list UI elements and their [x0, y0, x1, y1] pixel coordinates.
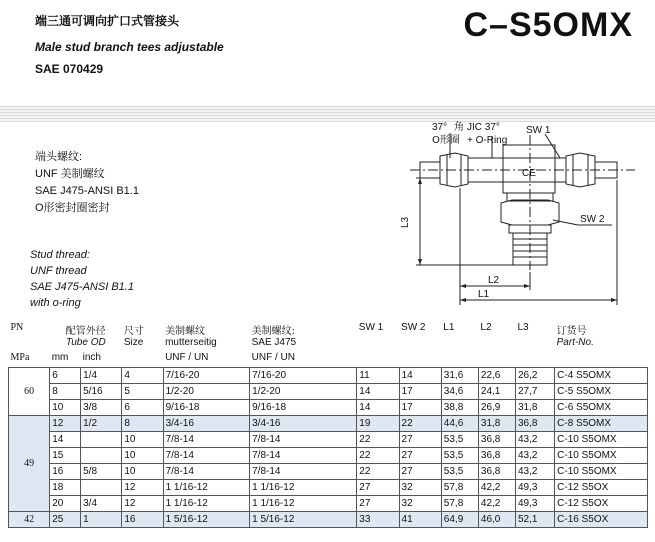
cell-mutter: 1 1/16-12 [163, 496, 250, 512]
title-english: Male stud branch tees adjustable [35, 40, 224, 54]
cell-size: 10 [122, 464, 163, 480]
cell-sw1: 14 [357, 384, 399, 400]
cell-l1: 57,8 [441, 480, 478, 496]
cell-mm: 16 [50, 464, 81, 480]
cell-inch: 1 [81, 512, 122, 528]
l1-label: L1 [478, 289, 490, 300]
spec-line: SAE J475-ANSI B1.1 [35, 185, 139, 197]
cell-inch: 1/4 [81, 368, 122, 384]
header-sw1: SW 1 [357, 322, 399, 337]
cell-mm: 18 [50, 480, 81, 496]
cell-l2: 24,1 [478, 384, 515, 400]
cell-mutter: 7/8-14 [163, 432, 250, 448]
cell-l3: 43,2 [515, 432, 554, 448]
title-chinese: 端三通可调向扩口式管接头 [35, 14, 180, 28]
cell-mm: 12 [50, 416, 81, 432]
cell-sw2: 22 [399, 416, 441, 432]
cell-size: 16 [122, 512, 163, 528]
cell-l2: 36,8 [478, 464, 515, 480]
cell-size: 12 [122, 480, 163, 496]
cell-size: 12 [122, 496, 163, 512]
header-inch: inch [81, 352, 122, 368]
cell-mm: 6 [50, 368, 81, 384]
cell-l1: 64,9 [441, 512, 478, 528]
cell-sae: 1 1/16-12 [250, 496, 357, 512]
cell-mm: 20 [50, 496, 81, 512]
pn-cell: 42 [9, 512, 50, 528]
spec-line: UNF thread [30, 265, 87, 277]
header-mpa: MPa [9, 352, 50, 368]
cell-sae: 7/8-14 [250, 432, 357, 448]
cell-l2: 31,8 [478, 416, 515, 432]
header-mut-en1: mutterseitig [163, 337, 250, 352]
cell-mutter: 7/16-20 [163, 368, 250, 384]
cell-sw2: 27 [399, 464, 441, 480]
cell-sw2: 32 [399, 480, 441, 496]
cell-sae: 7/8-14 [250, 448, 357, 464]
cell-inch: 1/2 [81, 416, 122, 432]
cell-l1: 31,6 [441, 368, 478, 384]
sw2-label: SW 2 [580, 214, 605, 225]
cell-sae: 1 1/16-12 [250, 480, 357, 496]
cell-size: 4 [122, 368, 163, 384]
cell-part: C-12 S5OX [555, 480, 648, 496]
spec-line: O形密封圈密封 [35, 202, 110, 214]
cell-l2: 42,2 [478, 496, 515, 512]
cell-part: C-12 S5OX [555, 496, 648, 512]
cell-sw2: 41 [399, 512, 441, 528]
cell-sae: 3/4-16 [250, 416, 357, 432]
cell-l3: 49,3 [515, 496, 554, 512]
header-od-en: Tube OD [50, 337, 122, 352]
cell-inch [81, 432, 122, 448]
header-sw2: SW 2 [399, 322, 441, 337]
cell-mutter: 7/8-14 [163, 464, 250, 480]
cell-mm: 10 [50, 400, 81, 416]
cell-part: C-10 S5OMX [555, 448, 648, 464]
cell-l3: 43,2 [515, 464, 554, 480]
header-sae-cn: 美制螺纹: [250, 322, 357, 337]
header-part-cn: 订货号 [555, 322, 648, 337]
cell-l2: 42,2 [478, 480, 515, 496]
cell-l3: 26,2 [515, 368, 554, 384]
sw1-label: SW 1 [526, 125, 551, 136]
header-sae-en1: SAE J475 [250, 337, 357, 352]
cell-inch: 3/8 [81, 400, 122, 416]
cell-mutter: 9/16-18 [163, 400, 250, 416]
jic-label: JIC 37° [467, 122, 500, 133]
cell-l3: 49,3 [515, 480, 554, 496]
cell-size: 8 [122, 416, 163, 432]
spec-line: Stud thread: [30, 249, 90, 261]
cell-inch: 5/16 [81, 384, 122, 400]
jiao-label: 角 [454, 122, 464, 133]
cell-sw1: 27 [357, 480, 399, 496]
cell-sae: 1 5/16-12 [250, 512, 357, 528]
spec-line: with o-ring [30, 297, 81, 309]
cell-l3: 27,7 [515, 384, 554, 400]
header-l2: L2 [478, 322, 515, 337]
standard-number: SAE 070429 [35, 62, 104, 76]
cell-sae: 1/2-20 [250, 384, 357, 400]
cell-sw2: 27 [399, 448, 441, 464]
cell-sw1: 22 [357, 432, 399, 448]
cell-mutter: 1/2-20 [163, 384, 250, 400]
cell-mm: 8 [50, 384, 81, 400]
cell-part: C-10 S5OMX [555, 432, 648, 448]
cell-size: 10 [122, 432, 163, 448]
cell-l3: 43,2 [515, 448, 554, 464]
cell-size: 5 [122, 384, 163, 400]
cell-size: 6 [122, 400, 163, 416]
cell-sw1: 19 [357, 416, 399, 432]
header-l1: L1 [441, 322, 478, 337]
header-od-cn: 配管外径 [50, 322, 122, 337]
l2-label: L2 [488, 275, 500, 286]
header-mm: mm [50, 352, 81, 368]
cell-l1: 57,8 [441, 496, 478, 512]
cell-mutter: 1 1/16-12 [163, 480, 250, 496]
cell-part: C-8 S5OMX [555, 416, 648, 432]
cell-l3: 36,8 [515, 416, 554, 432]
cell-l2: 22,6 [478, 368, 515, 384]
header-l3: L3 [515, 322, 554, 337]
pn-cell: 60 [9, 368, 50, 416]
cell-l2: 36,8 [478, 448, 515, 464]
cell-mm: 14 [50, 432, 81, 448]
cell-part: C-16 S5OX [555, 512, 648, 528]
cell-l1: 44,6 [441, 416, 478, 432]
cell-sw2: 17 [399, 384, 441, 400]
spec-line: 端头螺纹: [35, 151, 83, 163]
header-size-en: Size [122, 337, 163, 352]
cell-part: C-6 S5OMX [555, 400, 648, 416]
header-mut-cn: 美制螺纹 [163, 322, 250, 337]
cell-l3: 52,1 [515, 512, 554, 528]
cell-mutter: 7/8-14 [163, 448, 250, 464]
cell-sw1: 14 [357, 400, 399, 416]
cell-sae: 7/8-14 [250, 464, 357, 480]
cell-l2: 46,0 [478, 512, 515, 528]
cell-l1: 34,6 [441, 384, 478, 400]
cell-inch [81, 448, 122, 464]
cell-size: 10 [122, 448, 163, 464]
cell-part: C-10 S5OMX [555, 464, 648, 480]
cell-l3: 31,8 [515, 400, 554, 416]
cell-l1: 53,5 [441, 464, 478, 480]
spec-line: SAE J475-ANSI B1.1 [30, 281, 134, 293]
oring-en-label: + O-Ring [467, 135, 508, 146]
header-sae-en2: UNF / UN [250, 352, 357, 368]
cell-l1: 38,8 [441, 400, 478, 416]
cell-inch [81, 480, 122, 496]
cell-mm: 15 [50, 448, 81, 464]
model-code: C–S5OMX [463, 6, 633, 44]
parts-table [8, 322, 648, 528]
cell-l1: 53,5 [441, 448, 478, 464]
cell-mutter: 1 5/16-12 [163, 512, 250, 528]
cell-sw1: 11 [357, 368, 399, 384]
cell-inch: 3/4 [81, 496, 122, 512]
cell-sw1: 22 [357, 448, 399, 464]
spec-line: UNF 美制螺纹 [35, 168, 105, 180]
header-pn: PN [9, 322, 50, 337]
cell-sw1: 27 [357, 496, 399, 512]
cell-mutter: 3/4-16 [163, 416, 250, 432]
header-part-en: Part-No. [555, 337, 648, 352]
cell-sw1: 33 [357, 512, 399, 528]
l3-label: L3 [400, 216, 411, 228]
cell-part: C-4 S5OMX [555, 368, 648, 384]
cell-l2: 26,9 [478, 400, 515, 416]
angle-label: 37° [432, 122, 448, 133]
header-mut-en2: UNF / UN [163, 352, 250, 368]
cell-sae: 9/16-18 [250, 400, 357, 416]
cell-mm: 25 [50, 512, 81, 528]
cell-l1: 53,5 [441, 432, 478, 448]
cell-sw1: 22 [357, 464, 399, 480]
header-size-cn: 尺寸 [122, 322, 163, 337]
cell-l2: 36,8 [478, 432, 515, 448]
cell-sw2: 32 [399, 496, 441, 512]
cell-sw2: 27 [399, 432, 441, 448]
cell-inch: 5/8 [81, 464, 122, 480]
cell-sae: 7/16-20 [250, 368, 357, 384]
cell-part: C-5 S5OMX [555, 384, 648, 400]
cell-sw2: 14 [399, 368, 441, 384]
oring-cn-label: O形圈 [432, 135, 460, 146]
cell-sw2: 17 [399, 400, 441, 416]
pn-cell: 49 [9, 416, 50, 512]
ce-label: CE [522, 168, 536, 179]
